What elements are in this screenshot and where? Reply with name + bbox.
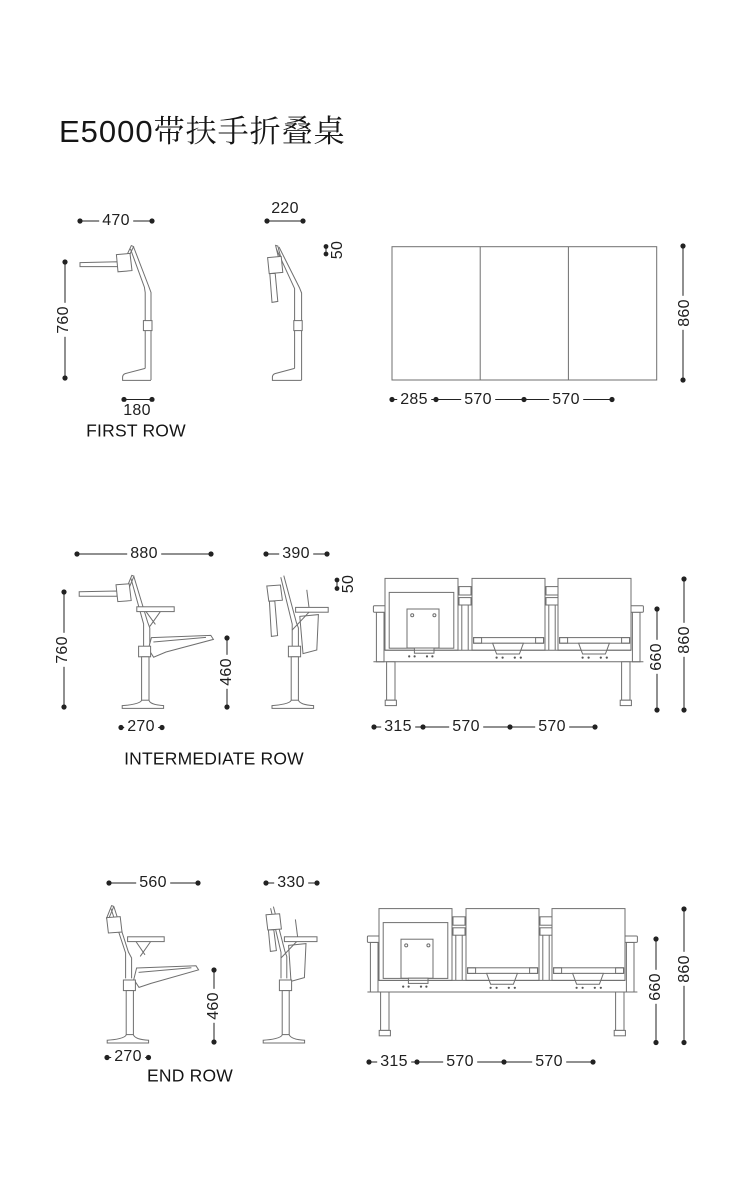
dim-row2-front-inner-height: 660 <box>648 640 666 674</box>
dim-row2-front-width-3: 570 <box>535 718 569 736</box>
row1-side-view-folded <box>268 245 303 380</box>
dim-row3-front-width-1: 315 <box>377 1053 411 1071</box>
dim-row1-front-height: 860 <box>676 296 694 330</box>
dim-row2-folded-depth: 390 <box>279 545 313 563</box>
dim-row3-folded-depth: 330 <box>274 874 308 892</box>
dim-row2-overall-depth: 880 <box>127 545 161 563</box>
row2-side-view-folded <box>267 576 328 709</box>
dim-row2-seat-height: 460 <box>218 655 236 689</box>
dim-row3-overall-depth: 560 <box>136 874 170 892</box>
dim-row3-front-width-2: 570 <box>443 1053 477 1071</box>
dim-row2-front-width-2: 570 <box>449 718 483 736</box>
dim-row1-front-width-2: 570 <box>461 391 495 409</box>
row3-side-view-unfolded <box>107 906 199 1043</box>
row3-front-view-bench <box>367 909 637 1036</box>
dim-row1-back-gap: 50 <box>329 238 347 262</box>
dim-row3-front-height: 860 <box>676 952 694 986</box>
dim-row1-overall-depth: 470 <box>99 212 133 230</box>
row2-label: INTERMEDIATE ROW <box>124 748 304 769</box>
dim-row3-front-width-3: 570 <box>532 1053 566 1071</box>
dim-row1-folded-depth: 220 <box>268 200 302 218</box>
row1-side-view-unfolded <box>80 246 152 381</box>
row3-label: END ROW <box>147 1065 233 1086</box>
dim-row2-height: 760 <box>54 633 72 667</box>
row2-front-view-bench <box>373 578 643 705</box>
dim-row1-front-width-1: 285 <box>397 391 431 409</box>
dim-row2-front-width-1: 315 <box>381 718 415 736</box>
dim-row2-front-height: 860 <box>676 623 694 657</box>
row2-side-view-unfolded <box>79 575 213 708</box>
dim-row1-height: 760 <box>55 303 73 337</box>
dim-row2-base-depth: 270 <box>124 718 158 736</box>
row3-side-view-folded <box>263 907 317 1043</box>
row1-front-view-table <box>392 247 657 380</box>
dim-row1-front-width-3: 570 <box>549 391 583 409</box>
dim-row1-foot-depth: 180 <box>120 402 154 420</box>
page-title: E5000带扶手折叠桌 <box>59 114 346 149</box>
dim-row3-seat-height: 460 <box>205 989 223 1023</box>
dim-row3-base-depth: 270 <box>111 1048 145 1066</box>
row1-label: FIRST ROW <box>86 420 186 441</box>
dim-row3-front-inner-height: 660 <box>647 970 665 1004</box>
dim-row2-back-gap: 50 <box>340 572 358 596</box>
